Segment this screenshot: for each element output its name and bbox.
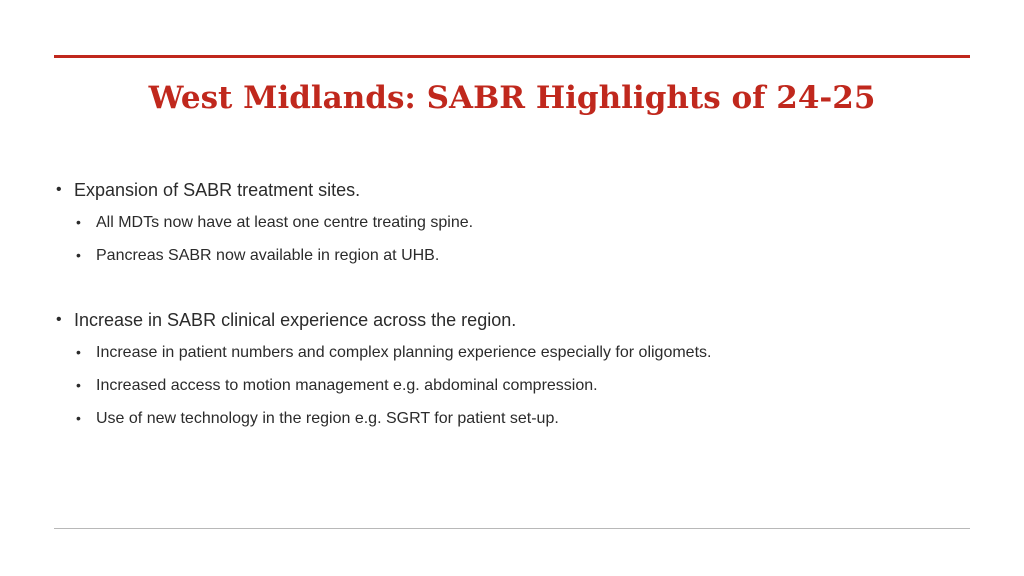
sub-bullet: • Increased access to motion management e.g. abdominal compression. (54, 373, 954, 398)
sub-list (54, 340, 954, 431)
bullet-group-expansion (54, 176, 954, 268)
sub-bullet: • Use of new technology in the region e.g. SGRT for patient set-up. (54, 406, 954, 431)
slide-content (54, 176, 954, 469)
sub-list-container (54, 210, 954, 268)
bullet-heading: • Expansion of SABR treatment sites. (54, 176, 954, 204)
top-divider (54, 55, 970, 58)
sub-list (54, 210, 954, 268)
sub-bullet: • Pancreas SABR now available in region at UHB. (54, 243, 954, 268)
sub-bullet: • Increase in patient numbers and complex planning experience especially for oligomets. (54, 340, 954, 365)
sub-bullet: • All MDTs now have at least one centre treating spine. (54, 210, 954, 235)
bottom-divider (54, 528, 970, 529)
bullet-group-experience (54, 306, 954, 431)
sub-list-container (54, 340, 954, 431)
slide-title: West Midlands: SABR Highlights of 24-25 (148, 80, 876, 116)
bullet-heading: • Increase in SABR clinical experience across the region. (54, 306, 954, 334)
